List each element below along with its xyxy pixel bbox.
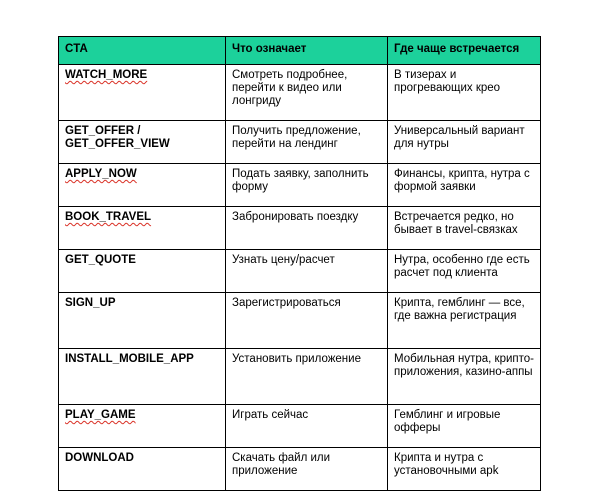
meaning-cell: Получить предложение, перейти на лендинг: [226, 121, 388, 164]
cta-table: [58, 36, 541, 491]
table-row: [59, 349, 541, 405]
cta-cell: [59, 293, 226, 349]
where-cell: Гемблинг и игровые офферы: [388, 405, 541, 448]
cta-code: GET_QUOTE: [65, 254, 136, 266]
cta-code: BOOK_TRAVEL: [65, 211, 152, 223]
where-cell: В тизерах и прогревающих крео: [388, 65, 541, 121]
cta-code: GET_OFFER / GET_OFFER_VIEW: [65, 125, 170, 150]
cta-code: APPLY_NOW: [65, 168, 137, 180]
cta-code: PLAY_GAME: [65, 409, 136, 421]
meaning-cell: Узнать цену/расчет: [226, 250, 388, 293]
meaning-cell: Установить приложение: [226, 349, 388, 405]
meaning-cell: Подать заявку, заполнить форму: [226, 164, 388, 207]
table-row: [59, 405, 541, 448]
where-cell: Крипта, гемблинг — все, где важна регистрация: [388, 293, 541, 349]
table-row: [59, 164, 541, 207]
cta-code: DOWNLOAD: [65, 452, 134, 464]
where-cell: Нутра, особенно где есть расчет под клиента: [388, 250, 541, 293]
where-cell: Универсальный вариант для нутры: [388, 121, 541, 164]
cta-cell: [59, 349, 226, 405]
table-row: [59, 250, 541, 293]
table-row: [59, 448, 541, 491]
cta-cell: [59, 405, 226, 448]
cta-cell: [59, 207, 226, 250]
cta-cell: [59, 164, 226, 207]
header-meaning: Что означает: [226, 37, 388, 65]
where-cell: Крипта и нутра с установочными apk: [388, 448, 541, 491]
cta-code: WATCH_MORE: [65, 69, 148, 81]
meaning-cell: Забронировать поездку: [226, 207, 388, 250]
cta-code: SIGN_UP: [65, 297, 116, 309]
table-row: [59, 207, 541, 250]
cta-cell: [59, 65, 226, 121]
cta-cell: [59, 121, 226, 164]
header-where: Где чаще встречается: [388, 37, 541, 65]
cta-cell: [59, 448, 226, 491]
table-header-row: [59, 37, 541, 65]
where-cell: Финансы, крипта, нутра с формой заявки: [388, 164, 541, 207]
table-row: [59, 65, 541, 121]
where-cell: Мобильная нутра, крипто-приложения, казино-аппы: [388, 349, 541, 405]
where-cell: Встречается редко, но бывает в travel-связках: [388, 207, 541, 250]
meaning-cell: Скачать файл или приложение: [226, 448, 388, 491]
header-cta: CTA: [59, 37, 226, 65]
meaning-cell: Смотреть подробнее, перейти к видео или лонгриду: [226, 65, 388, 121]
cta-code: INSTALL_MOBILE_APP: [65, 353, 194, 365]
cta-cell: [59, 250, 226, 293]
meaning-cell: Играть сейчас: [226, 405, 388, 448]
meaning-cell: Зарегистрироваться: [226, 293, 388, 349]
table-row: [59, 121, 541, 164]
table-row: [59, 293, 541, 349]
